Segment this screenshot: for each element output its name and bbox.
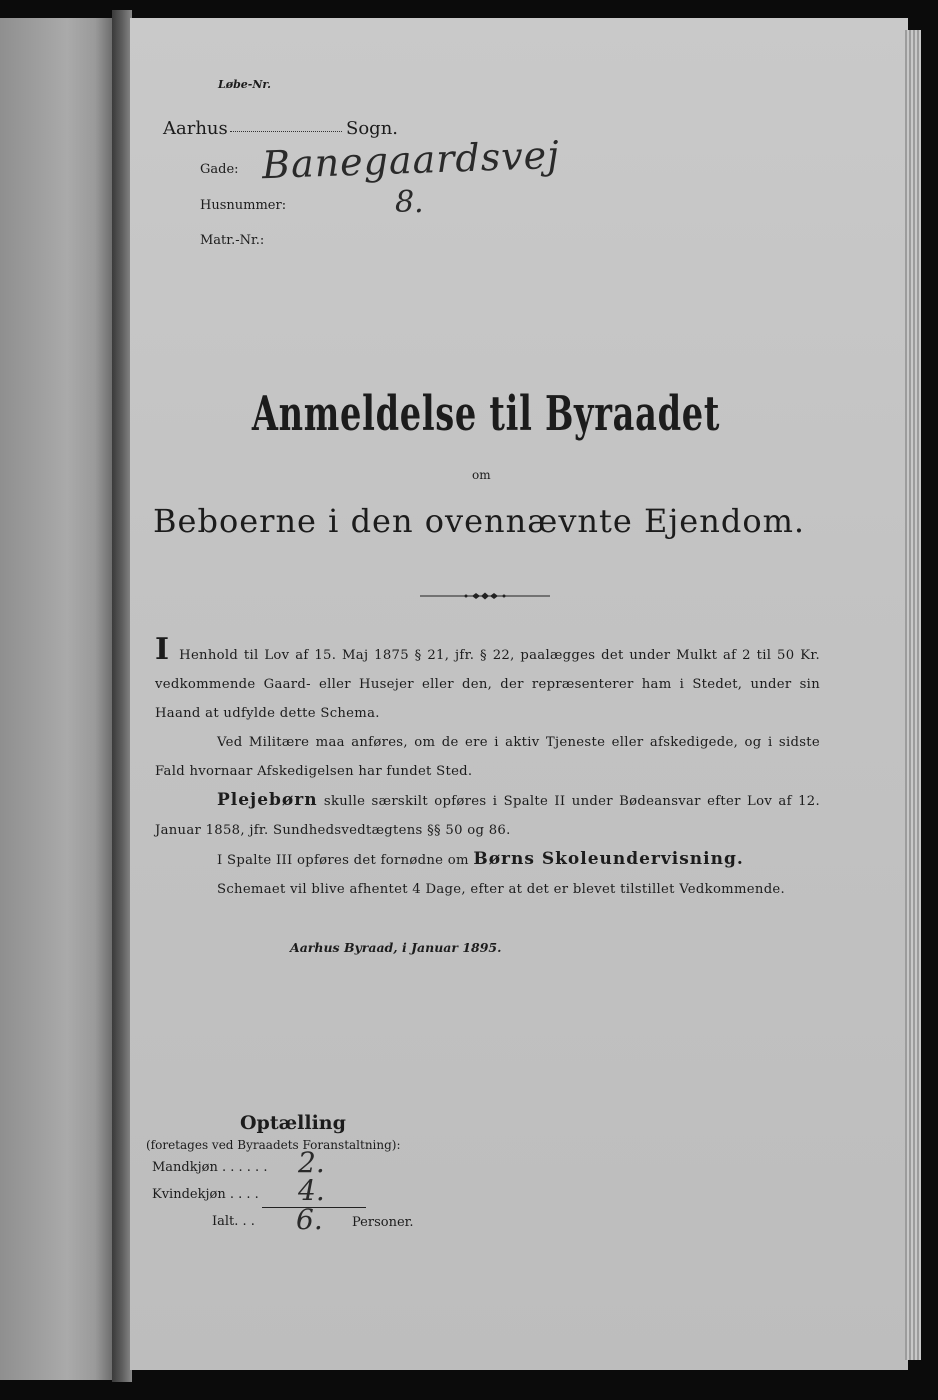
optaelling-subtitle: (foretages ved Byraadets Foranstaltning):	[146, 1138, 401, 1152]
page-subtitle: Beboerne i den ovennævnte Ejendom.	[153, 502, 806, 540]
paragraph-3-text: skulle særskilt opføres i Spalte II under Bødeansvar efter Lov af 12. Januar 1858, jfr. Sundhedsvedtægtens §§ 50 og 86.	[155, 794, 820, 838]
aarhus-label: Aarhus	[163, 118, 228, 139]
book-gutter	[112, 10, 132, 1382]
facing-page-edge	[0, 18, 112, 1380]
drop-cap: I	[155, 632, 170, 667]
paragraph-5: Schemaet vil blive afhentet 4 Dage, efter at det er blevet tilstillet Vedkommende.	[217, 882, 786, 897]
instructions-text	[155, 632, 820, 904]
page-stack-edges	[905, 30, 921, 1360]
husnummer-handwritten-value: 8.	[395, 185, 424, 220]
lobe-nr-label: Løbe-Nr.	[218, 78, 271, 91]
plejeborn-emphasis: Plejebørn	[217, 790, 318, 810]
paragraph-4-text: I Spalte III opføres det fornødne om	[217, 853, 469, 868]
ialt-handwritten-value: 6.	[296, 1203, 323, 1236]
paragraph-1	[155, 632, 820, 728]
paragraph-1-text: Henhold til Lov af 15. Maj 1875 § 21, jfr. § 22, paalægges det under Mulkt af 2 til 50 Kr. vedkommende Gaard- eller Husejer eller den, der repræsenterer ham i Stedet, under sin Haand at udfylde dette Schema.	[155, 648, 820, 721]
paragraph-4	[155, 845, 820, 875]
gade-label: Gade:	[200, 162, 239, 177]
optaelling-title: Optælling	[240, 1112, 346, 1134]
matr-nr-label: Matr.-Nr.:	[200, 233, 265, 248]
sogn-dotted-line	[230, 131, 342, 132]
paragraph-3	[155, 786, 820, 845]
personer-label: Personer.	[352, 1215, 414, 1230]
mandkjon-handwritten-value: 2.	[298, 1146, 325, 1179]
mandkjon-label: Mandkjøn . . . . . .	[152, 1160, 268, 1175]
ornament-divider	[420, 592, 550, 600]
signature-line: Aarhus Byraad, i Januar 1895.	[290, 940, 502, 955]
gade-handwritten-value: Banegaardsvej	[261, 132, 561, 188]
title-connector: om	[472, 468, 491, 482]
kvindekjon-label: Kvindekjøn . . . .	[152, 1187, 259, 1202]
kvindekjon-handwritten-value: 4.	[298, 1174, 325, 1207]
skoleundervisning-emphasis: Børns Skoleundervisning.	[473, 849, 744, 869]
ialt-label: Ialt. . .	[212, 1214, 255, 1229]
husnummer-label: Husnummer:	[200, 198, 287, 213]
page-title: Anmeldelse til Byraadet	[251, 386, 721, 442]
sogn-label: Sogn.	[346, 118, 399, 139]
paragraph-2: Ved Militære maa anføres, om de ere i aktiv Tjeneste eller afskedigede, og i sidste Fald hvornaar Afskedigelsen har fundet Sted.	[155, 735, 820, 779]
